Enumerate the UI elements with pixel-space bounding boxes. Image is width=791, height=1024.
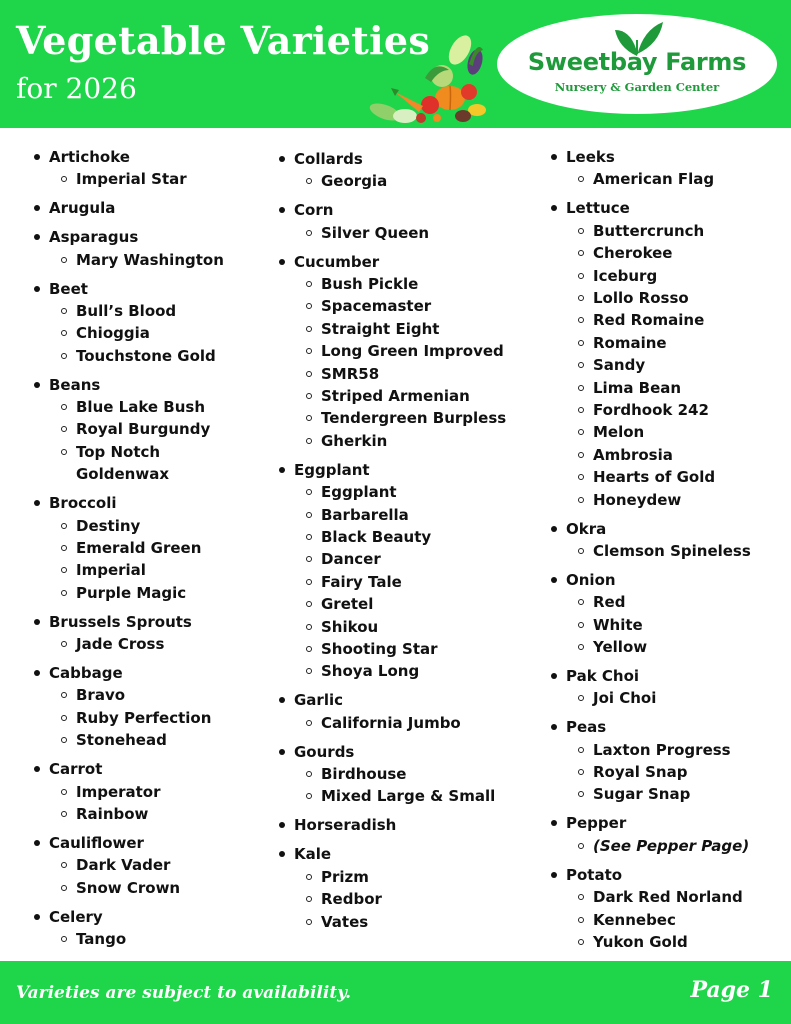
variety-list <box>49 396 224 486</box>
category-name: Cucumber <box>294 252 380 271</box>
variety-item: Tango <box>49 928 224 950</box>
variety-list <box>566 168 751 190</box>
variety-list <box>294 222 506 244</box>
variety-item: Shoya Long <box>294 660 506 682</box>
category-item <box>279 199 506 244</box>
category-name: Pak Choi <box>566 666 640 685</box>
variety-item: Prizm <box>294 866 506 888</box>
variety-item: Fordhook 242 <box>566 399 751 421</box>
category-item <box>551 716 751 806</box>
category-item <box>34 832 224 899</box>
variety-list <box>294 481 506 683</box>
category-item <box>551 864 751 954</box>
variety-item: Destiny <box>49 515 224 537</box>
variety-item: Stonehead <box>49 729 224 751</box>
category-item <box>551 569 751 659</box>
variety-item: Touchstone Gold <box>49 345 224 367</box>
variety-item: (See Pepper Page) <box>566 835 751 857</box>
variety-item: Top Notch Goldenwax <box>49 441 196 486</box>
variety-item: Imperial Star <box>49 168 224 190</box>
variety-item: Buttercrunch <box>566 220 751 242</box>
variety-item: Royal Snap <box>566 761 751 783</box>
variety-item: Mixed Large & Small <box>294 785 506 807</box>
vegetable-bundle-icon <box>365 30 490 125</box>
variety-item: Melon <box>566 421 751 443</box>
variety-item: Red Romaine <box>566 309 751 331</box>
category-name: Okra <box>566 519 607 538</box>
variety-list <box>49 781 224 826</box>
category-item <box>34 492 224 604</box>
category-name: Broccoli <box>49 494 117 513</box>
variety-list <box>566 591 751 658</box>
variety-item: Purple Magic <box>49 582 224 604</box>
variety-list <box>566 835 751 857</box>
availability-note: Varieties are subject to availability. <box>16 983 352 1003</box>
column-2 <box>279 148 506 939</box>
variety-list <box>294 712 506 734</box>
variety-item: Gherkin <box>294 430 506 452</box>
footer-banner <box>0 961 791 1024</box>
variety-item: Iceburg <box>566 265 751 287</box>
category-name: Potato <box>566 865 623 884</box>
variety-list <box>566 739 751 806</box>
variety-list <box>294 763 506 808</box>
variety-item: Bravo <box>49 684 224 706</box>
variety-list <box>294 273 506 452</box>
variety-item: Black Beauty <box>294 526 506 548</box>
variety-item: Romaine <box>566 332 751 354</box>
category-name: Leeks <box>566 148 615 166</box>
category-name: Onion <box>566 570 616 589</box>
variety-item: Jade Cross <box>49 633 224 655</box>
category-name: Cauliflower <box>49 833 144 852</box>
category-item <box>34 226 224 271</box>
variety-item: Clemson Spineless <box>566 540 751 562</box>
variety-item: Royal Burgundy <box>49 418 224 440</box>
category-item <box>34 758 224 825</box>
variety-item: Imperator <box>49 781 224 803</box>
variety-item: Vates <box>294 911 506 933</box>
variety-list <box>49 928 224 950</box>
variety-item: Joi Choi <box>566 687 751 709</box>
variety-item: Lima Bean <box>566 377 751 399</box>
variety-item: Straight Eight <box>294 318 506 340</box>
variety-list <box>49 515 224 605</box>
variety-item: Spacemaster <box>294 295 506 317</box>
variety-list <box>49 854 224 899</box>
variety-item: Yukon Gold <box>566 931 751 953</box>
variety-item: White <box>566 614 751 636</box>
category-name: Pepper <box>566 814 627 833</box>
category-item <box>279 843 506 933</box>
variety-item: Rainbow <box>49 803 224 825</box>
variety-item: Shooting Star <box>294 638 506 660</box>
variety-item: Striped Armenian <box>294 385 506 407</box>
variety-item: Fairy Tale <box>294 571 506 593</box>
variety-list <box>49 168 224 190</box>
category-item <box>279 459 506 683</box>
category-name: Kale <box>294 845 332 864</box>
variety-list <box>294 866 506 933</box>
variety-list <box>566 540 751 562</box>
variety-item: Shikou <box>294 616 506 638</box>
variety-item: Bush Pickle <box>294 273 506 295</box>
category-item <box>34 197 224 219</box>
variety-item: Cherokee <box>566 242 751 264</box>
column-3 <box>551 146 751 960</box>
variety-item: Ambrosia <box>566 444 751 466</box>
logo-name: Sweetbay Farms <box>527 48 747 76</box>
variety-item: Hearts of Gold <box>566 466 751 488</box>
variety-item: Georgia <box>294 170 506 192</box>
category-name: Corn <box>294 201 334 220</box>
variety-item: Gretel <box>294 593 506 615</box>
category-item <box>34 662 224 752</box>
category-name: Cabbage <box>49 664 123 683</box>
variety-item: Tendergreen Burpless <box>294 407 506 429</box>
category-item <box>551 197 751 511</box>
variety-list <box>566 687 751 709</box>
variety-item: Silver Queen <box>294 222 506 244</box>
variety-item: Bull’s Blood <box>49 300 224 322</box>
variety-item: Dark Vader <box>49 854 224 876</box>
category-name: Artichoke <box>49 148 130 166</box>
variety-item: Kennebec <box>566 909 751 931</box>
variety-item: Barbarella <box>294 504 506 526</box>
variety-item: Mary Washington <box>49 249 224 271</box>
logo <box>497 14 777 114</box>
variety-item: Sugar Snap <box>566 783 751 805</box>
variety-item: Birdhouse <box>294 763 506 785</box>
category-item <box>34 146 224 191</box>
category-item <box>279 741 506 808</box>
category-name: Collards <box>294 150 363 168</box>
category-name: Garlic <box>294 691 344 710</box>
category-name: Lettuce <box>566 199 630 218</box>
variety-item: Dancer <box>294 548 506 570</box>
category-name: Eggplant <box>294 460 370 479</box>
variety-item: Long Green Improved <box>294 340 506 362</box>
variety-list <box>49 684 224 751</box>
category-name: Gourds <box>294 742 355 761</box>
variety-list <box>566 220 751 511</box>
category-name: Celery <box>49 907 103 926</box>
category-name: Asparagus <box>49 228 139 247</box>
category-item <box>279 814 506 836</box>
variety-item: Ruby Perfection <box>49 707 224 729</box>
category-item <box>551 812 751 857</box>
variety-item: Blue Lake Bush <box>49 396 224 418</box>
variety-item: American Flag <box>566 168 751 190</box>
category-name: Carrot <box>49 760 103 779</box>
variety-item: Red <box>566 591 751 613</box>
category-item <box>551 665 751 710</box>
category-item <box>34 374 224 486</box>
category-name: Beet <box>49 279 88 298</box>
variety-item: Chioggia <box>49 322 224 344</box>
header-banner <box>0 0 791 128</box>
variety-item: Emerald Green <box>49 537 224 559</box>
category-name: Horseradish <box>294 816 397 835</box>
category-item <box>34 611 224 656</box>
page-subtitle: for 2026 <box>16 72 137 105</box>
variety-item: Laxton Progress <box>566 739 751 761</box>
category-item <box>279 689 506 734</box>
variety-item: California Jumbo <box>294 712 506 734</box>
page-number: Page 1 <box>690 977 773 1003</box>
category-name: Arugula <box>49 199 116 218</box>
variety-item: Lollo Rosso <box>566 287 751 309</box>
page-title: Vegetable Varieties <box>16 18 431 63</box>
category-name: Beans <box>49 375 101 394</box>
category-item <box>279 251 506 453</box>
variety-item: Sandy <box>566 354 751 376</box>
category-item <box>551 146 751 191</box>
variety-item: Honeydew <box>566 489 751 511</box>
variety-item: Yellow <box>566 636 751 658</box>
variety-item: Dark Red Norland <box>566 886 751 908</box>
category-name: Peas <box>566 718 607 737</box>
variety-item: Redbor <box>294 888 506 910</box>
variety-list <box>49 249 224 271</box>
logo-tagline: Nursery & Garden Center <box>554 80 720 94</box>
category-name: Brussels Sprouts <box>49 612 192 631</box>
category-item <box>279 148 506 193</box>
variety-list <box>49 300 224 367</box>
category-item <box>551 518 751 563</box>
variety-item: Snow Crown <box>49 877 224 899</box>
category-item <box>34 278 224 368</box>
variety-item: Imperial <box>49 559 224 581</box>
variety-list <box>49 633 224 655</box>
column-1 <box>34 146 224 957</box>
variety-list <box>294 170 506 192</box>
variety-item: SMR58 <box>294 363 506 385</box>
category-item <box>34 906 224 951</box>
variety-list <box>566 886 751 953</box>
variety-item: Eggplant <box>294 481 506 503</box>
